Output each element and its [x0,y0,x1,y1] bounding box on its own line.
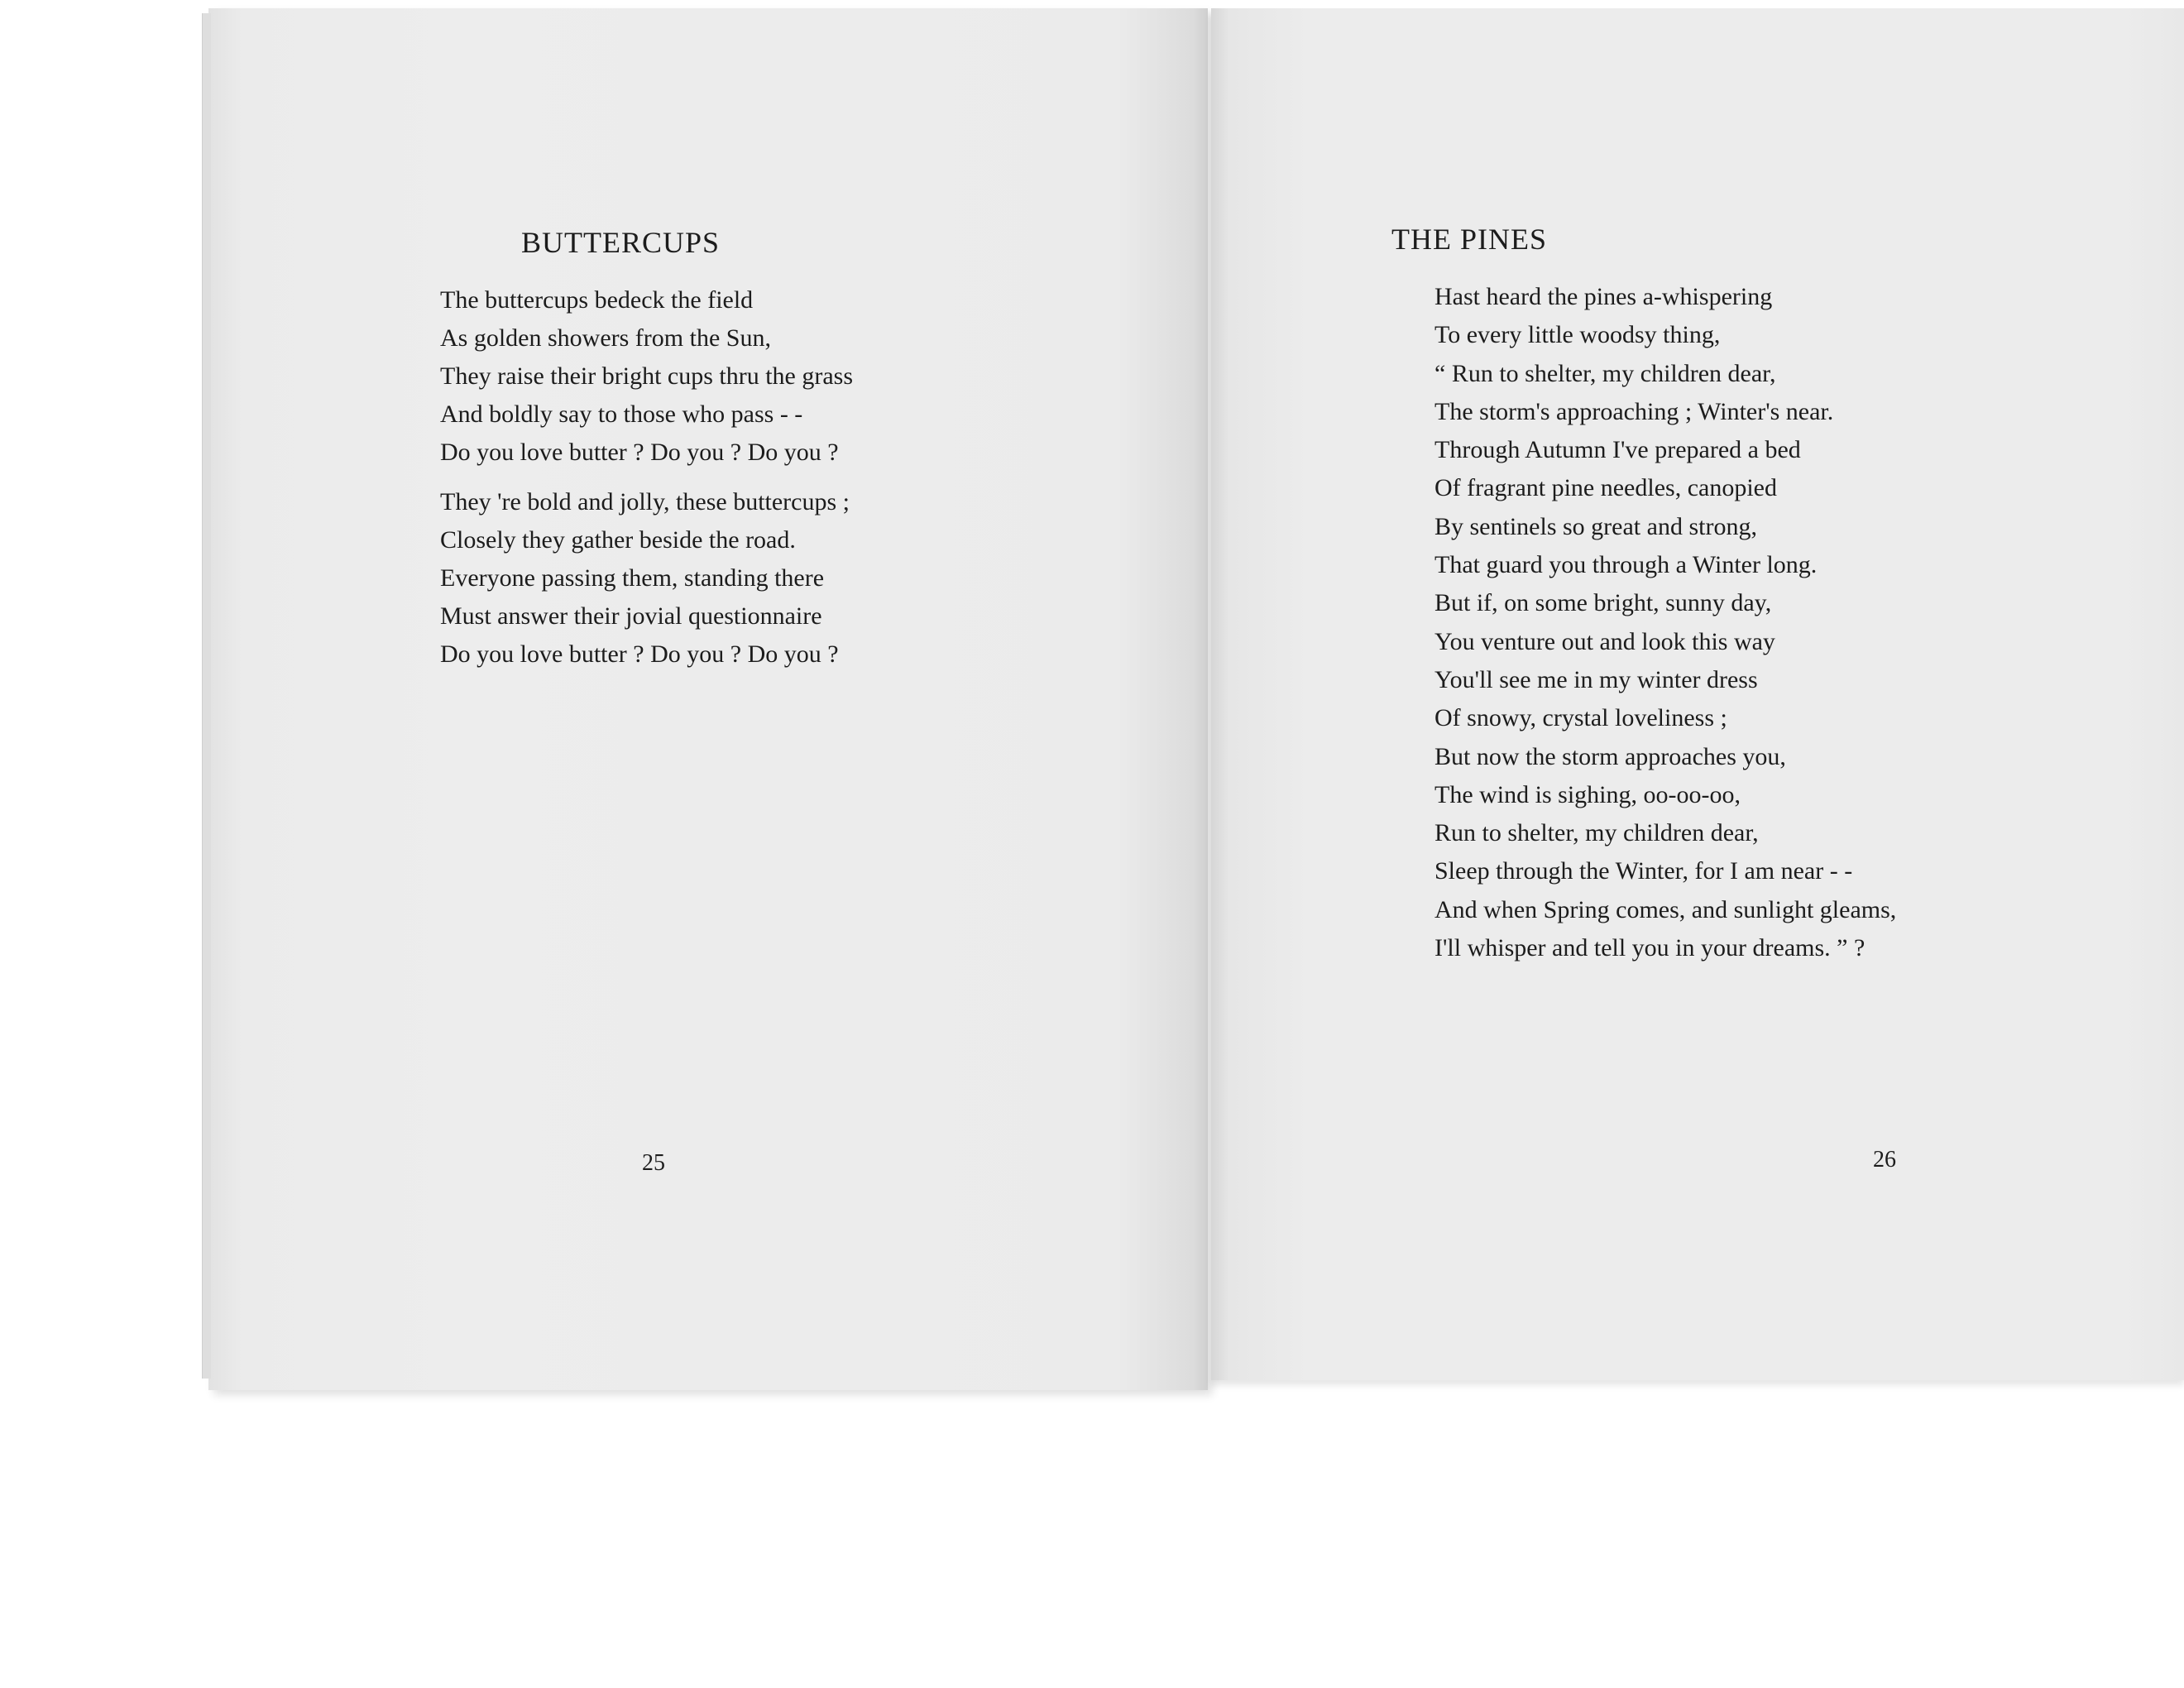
poem-line: The wind is sighing, oo-oo-oo, [1434,780,1741,808]
poem-title-buttercups: BUTTERCUPS [521,226,721,259]
poem-line: You venture out and look this way [1434,627,1775,655]
poem-line: The storm's approaching ; Winter's near. [1434,397,1834,425]
poem-line: And when Spring comes, and sunlight gleams, [1434,895,1897,923]
poem-line: Sleep through the Winter, for I am near - - [1434,857,1853,885]
poem-line: That guard you through a Winter long. [1434,551,1818,579]
poem-line: And boldly say to those who pass - - [440,400,803,428]
right-page [1211,8,2184,1380]
poem-line: As golden showers from the Sun, [440,324,771,352]
poem-line: Of snowy, crystal loveliness ; [1434,704,1727,732]
poem-line: I'll whisper and tell you in your dreams. ” ? [1434,934,1866,962]
poem-line: Do you love butter ? Do you ? Do you ? [440,640,839,668]
poem-line: Everyone passing them, standing there [440,564,825,592]
poem-line: Through Autumn I've prepared a bed [1434,436,1801,464]
poem-line: “ Run to shelter, my children dear, [1434,359,1776,387]
poem-line: They 're bold and jolly, these buttercups ; [440,488,850,516]
poem-line: Closely they gather beside the road. [440,526,796,554]
poem-line: They raise their bright cups thru the grass [440,362,854,390]
poem-line: But if, on some bright, sunny day, [1434,589,1772,617]
poem-line: Run to shelter, my children dear, [1434,819,1759,847]
poem-buttercups [440,281,853,674]
poem-line: Must answer their jovial questionnaire [440,602,822,630]
poem-line: By sentinels so great and strong, [1434,512,1757,540]
poem-line: The buttercups bedeck the field [440,286,754,314]
poem-title-the-pines: THE PINES [1391,223,1547,256]
poem-the-pines [1434,278,1896,967]
poem-line: Do you love butter ? Do you ? Do you ? [440,439,839,466]
poem-line: To every little woodsy thing, [1434,321,1721,349]
poem-line: But now the storm approaches you, [1434,742,1786,770]
page-number-right: 26 [1873,1147,1896,1172]
poem-line: You'll see me in my winter dress [1434,665,1758,693]
page-number-left: 25 [642,1150,665,1176]
left-page [208,8,1208,1390]
poem-line: Hast heard the pines a-whispering [1434,283,1773,310]
open-book [208,8,2184,1390]
poem-line: Of fragrant pine needles, canopied [1434,474,1777,502]
